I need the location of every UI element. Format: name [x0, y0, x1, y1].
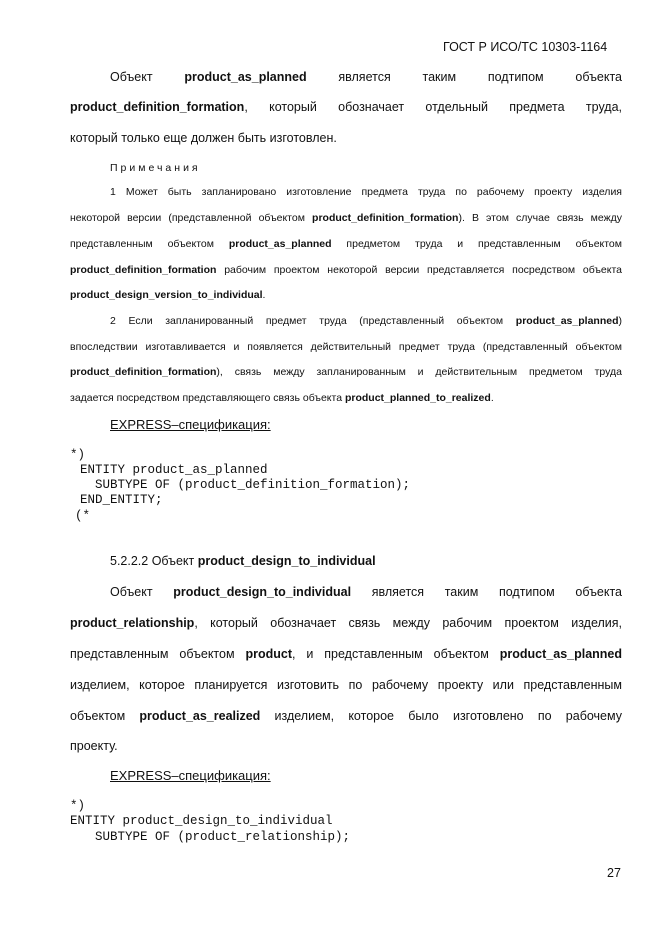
- text-segment: Объект: [110, 70, 185, 84]
- note-line: [70, 287, 265, 303]
- note-line: [110, 184, 622, 200]
- entity-name: product_definition_formation: [70, 264, 217, 276]
- entity-name: product: [245, 647, 293, 661]
- text-segment: изделием, которое было изготовлено по рабочему: [260, 709, 622, 723]
- text-segment: ), связь между запланированным и действительным предметом труда: [216, 366, 622, 378]
- text-segment: изделием, которое планируется изготовить по рабочему проекту или представленным: [70, 678, 622, 692]
- paragraph-line: [70, 677, 622, 693]
- code-line: [95, 477, 410, 493]
- section-heading: [110, 553, 376, 569]
- paragraph-line: [70, 708, 622, 724]
- note-line: [70, 364, 622, 380]
- code-line: [70, 813, 333, 829]
- entity-name: product_as_realized: [139, 709, 261, 723]
- text-segment: ENTITY product_as_planned: [80, 463, 268, 477]
- entity-name: product_definition_formation: [312, 212, 459, 224]
- note-line: [110, 313, 622, 329]
- text-segment: Объект: [110, 585, 174, 599]
- text-segment: EXPRESS–спецификация:: [110, 768, 271, 783]
- text-segment: некоторой версии (представленной объектом: [70, 212, 313, 224]
- entity-name: product_design_to_individual: [197, 554, 376, 568]
- text-segment: который только еще должен быть изготовлен.: [70, 131, 337, 145]
- text-segment: .: [262, 289, 266, 301]
- entity-name: product_as_planned: [515, 315, 619, 327]
- text-segment: ). В этом случае связь между: [458, 212, 622, 224]
- text-segment: проекту.: [70, 739, 118, 753]
- text-segment: *): [70, 799, 86, 813]
- entity-name: product_relationship: [70, 616, 195, 630]
- text-segment: ENTITY product_design_to_individual: [70, 814, 333, 828]
- entity-name: product_as_planned: [499, 647, 622, 661]
- text-segment: 5.2.2.2 Объект: [110, 554, 198, 568]
- paragraph-line: [70, 99, 622, 115]
- code-line: [80, 462, 268, 478]
- code-line: [70, 798, 85, 814]
- text-segment: .: [490, 392, 494, 404]
- paragraph-line: [70, 738, 118, 754]
- note-line: [70, 390, 494, 406]
- entity-name: product_design_to_individual: [173, 585, 352, 599]
- page-number: [607, 865, 621, 881]
- paragraph-line: [70, 130, 337, 146]
- text-segment: , который обозначает отдельный предмета труда,: [244, 100, 622, 114]
- text-segment: 1 Может быть запланировано изготовление предмета труда по рабочему проекту изделия: [110, 186, 622, 198]
- document-header-code: [443, 39, 607, 55]
- text-segment: объектом: [70, 709, 140, 723]
- express-spec-label: [110, 417, 271, 433]
- entity-name: product_planned_to_realized: [344, 392, 491, 404]
- code-line: [95, 829, 350, 845]
- code-line: [70, 447, 85, 463]
- entity-name: product_as_planned: [228, 238, 332, 250]
- note-line: [70, 210, 622, 226]
- text-segment: (*: [75, 509, 91, 523]
- text-segment: впоследствии изготавливается и появляется действительный предмет труда (представленный объектом: [70, 341, 622, 353]
- text-segment: END_ENTITY;: [80, 493, 163, 507]
- text-segment: 2 Если запланированный предмет труда (представленный объектом: [110, 315, 516, 327]
- text-segment: *): [70, 448, 86, 462]
- text-segment: , и представленным объектом: [292, 647, 500, 661]
- entity-name: product_as_planned: [184, 70, 307, 84]
- text-segment: 27: [607, 866, 621, 880]
- paragraph-line: [70, 646, 622, 662]
- text-segment: является таким подтипом объекта: [351, 585, 622, 599]
- code-line: [75, 508, 90, 524]
- text-segment: Примечания: [110, 162, 201, 174]
- note-line: [70, 262, 622, 278]
- code-line: [80, 492, 163, 508]
- text-segment: EXPRESS–спецификация:: [110, 417, 271, 432]
- notes-title: [110, 160, 201, 176]
- note-line: [70, 236, 622, 252]
- entity-name: product_design_version_to_individual: [70, 289, 263, 301]
- text-segment: рабочим проектом некоторой версии представляется посредством объекта: [216, 264, 622, 276]
- text-segment: ГОСТ Р ИСО/ТС 10303-1164: [443, 40, 608, 54]
- entity-name: product_definition_formation: [70, 100, 245, 114]
- text-segment: ): [618, 315, 622, 327]
- paragraph-line: [110, 69, 622, 85]
- text-segment: задается посредством представляющего связь объекта: [70, 392, 345, 404]
- paragraph-line: [70, 615, 622, 631]
- note-line: [70, 339, 622, 355]
- text-segment: предметом труда и представленным объектом: [331, 238, 622, 250]
- paragraph-line: [110, 584, 622, 600]
- text-segment: является таким подтипом объекта: [306, 70, 622, 84]
- text-segment: SUBTYPE OF (product_relationship);: [95, 830, 351, 844]
- express-spec-label: [110, 768, 271, 784]
- text-segment: SUBTYPE OF (product_definition_formation);: [95, 478, 411, 492]
- text-segment: , который обозначает связь между рабочим проектом изделия,: [194, 616, 622, 630]
- text-segment: представленным объектом: [70, 238, 229, 250]
- entity-name: product_definition_formation: [70, 366, 217, 378]
- text-segment: представленным объектом: [70, 647, 246, 661]
